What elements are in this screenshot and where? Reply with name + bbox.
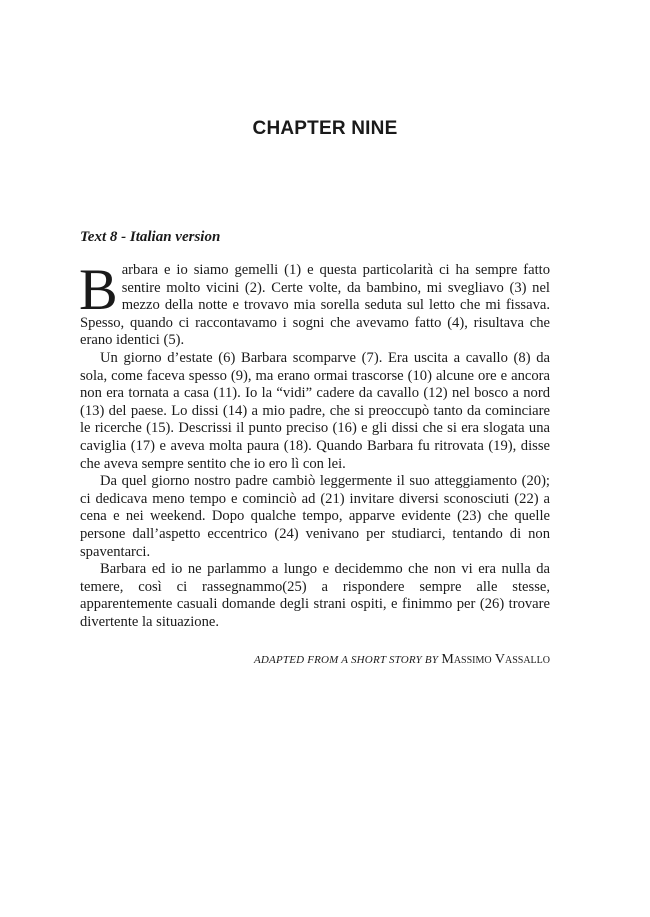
paragraph-1 bbox=[79, 257, 550, 350]
story-body bbox=[79, 257, 550, 631]
paragraph-4: Barbara ed io ne parlammo a lungo e decidemmo che non vi era nulla da temere, così ci rassegnammo(25) a rispondere sempre alle stesse, apparentemente casuali domande degli strani ospiti, e finimmo per (26) trovare divertente la situazione. bbox=[80, 561, 550, 630]
paragraph-1-text: arbara e io siamo gemelli (1) e questa particolarità ci ha sempre fatto sentire molto vicini (2). Certe volte, da bambino, mi svegliavo (3) nel mezzo della notte e trovavo mia sorella seduta sul letto che mi fissava. Spesso, quando ci raccontavamo i sogni che avevamo fatto (4), risultava che erano identici (5). bbox=[80, 262, 550, 349]
attribution-lead: ADAPTED FROM A SHORT STORY BY bbox=[253, 654, 439, 666]
chapter-title: CHAPTER NINE bbox=[252, 118, 398, 139]
drop-cap: B bbox=[79, 257, 118, 322]
section-label: Text 8 - Italian version bbox=[80, 229, 221, 245]
attribution-author: Massimo Vassallo bbox=[441, 652, 550, 667]
paragraph-2: Un giorno d’estate (6) Barbara scomparve (7). Era uscita a cavallo (8) da sola, come faceva spesso (9), ma erano ormai trascorse (10) alcune ore e ancora non era tornata a casa (11). Io la “vidi” cadere da cavallo (12) nel bosco a nord (13) del paese. Lo dissi (14) a mio padre, che si preoccupò tanto da cominciare le ricerche (15). Descrissi il punto preciso (16) e gli dissi che si era slogata una caviglia (17) e aveva molta paura (18). Quando Barbara fu ritrovata (19), disse che aveva sempre sentito che io ero lì con lei. bbox=[80, 349, 550, 472]
attribution bbox=[254, 651, 550, 668]
paragraph-3: Da quel giorno nostro padre cambiò leggermente il suo atteggiamento (20); ci dedicava meno tempo e cominciò ad (21) invitare diversi sconosciuti (22) a cena e nei weekend. Dopo qualche tempo, apparve evidente (23) che quelle persone dall’aspetto eccentrico (24) venivano per studiarci, tentando di non spaventarci. bbox=[80, 473, 550, 560]
